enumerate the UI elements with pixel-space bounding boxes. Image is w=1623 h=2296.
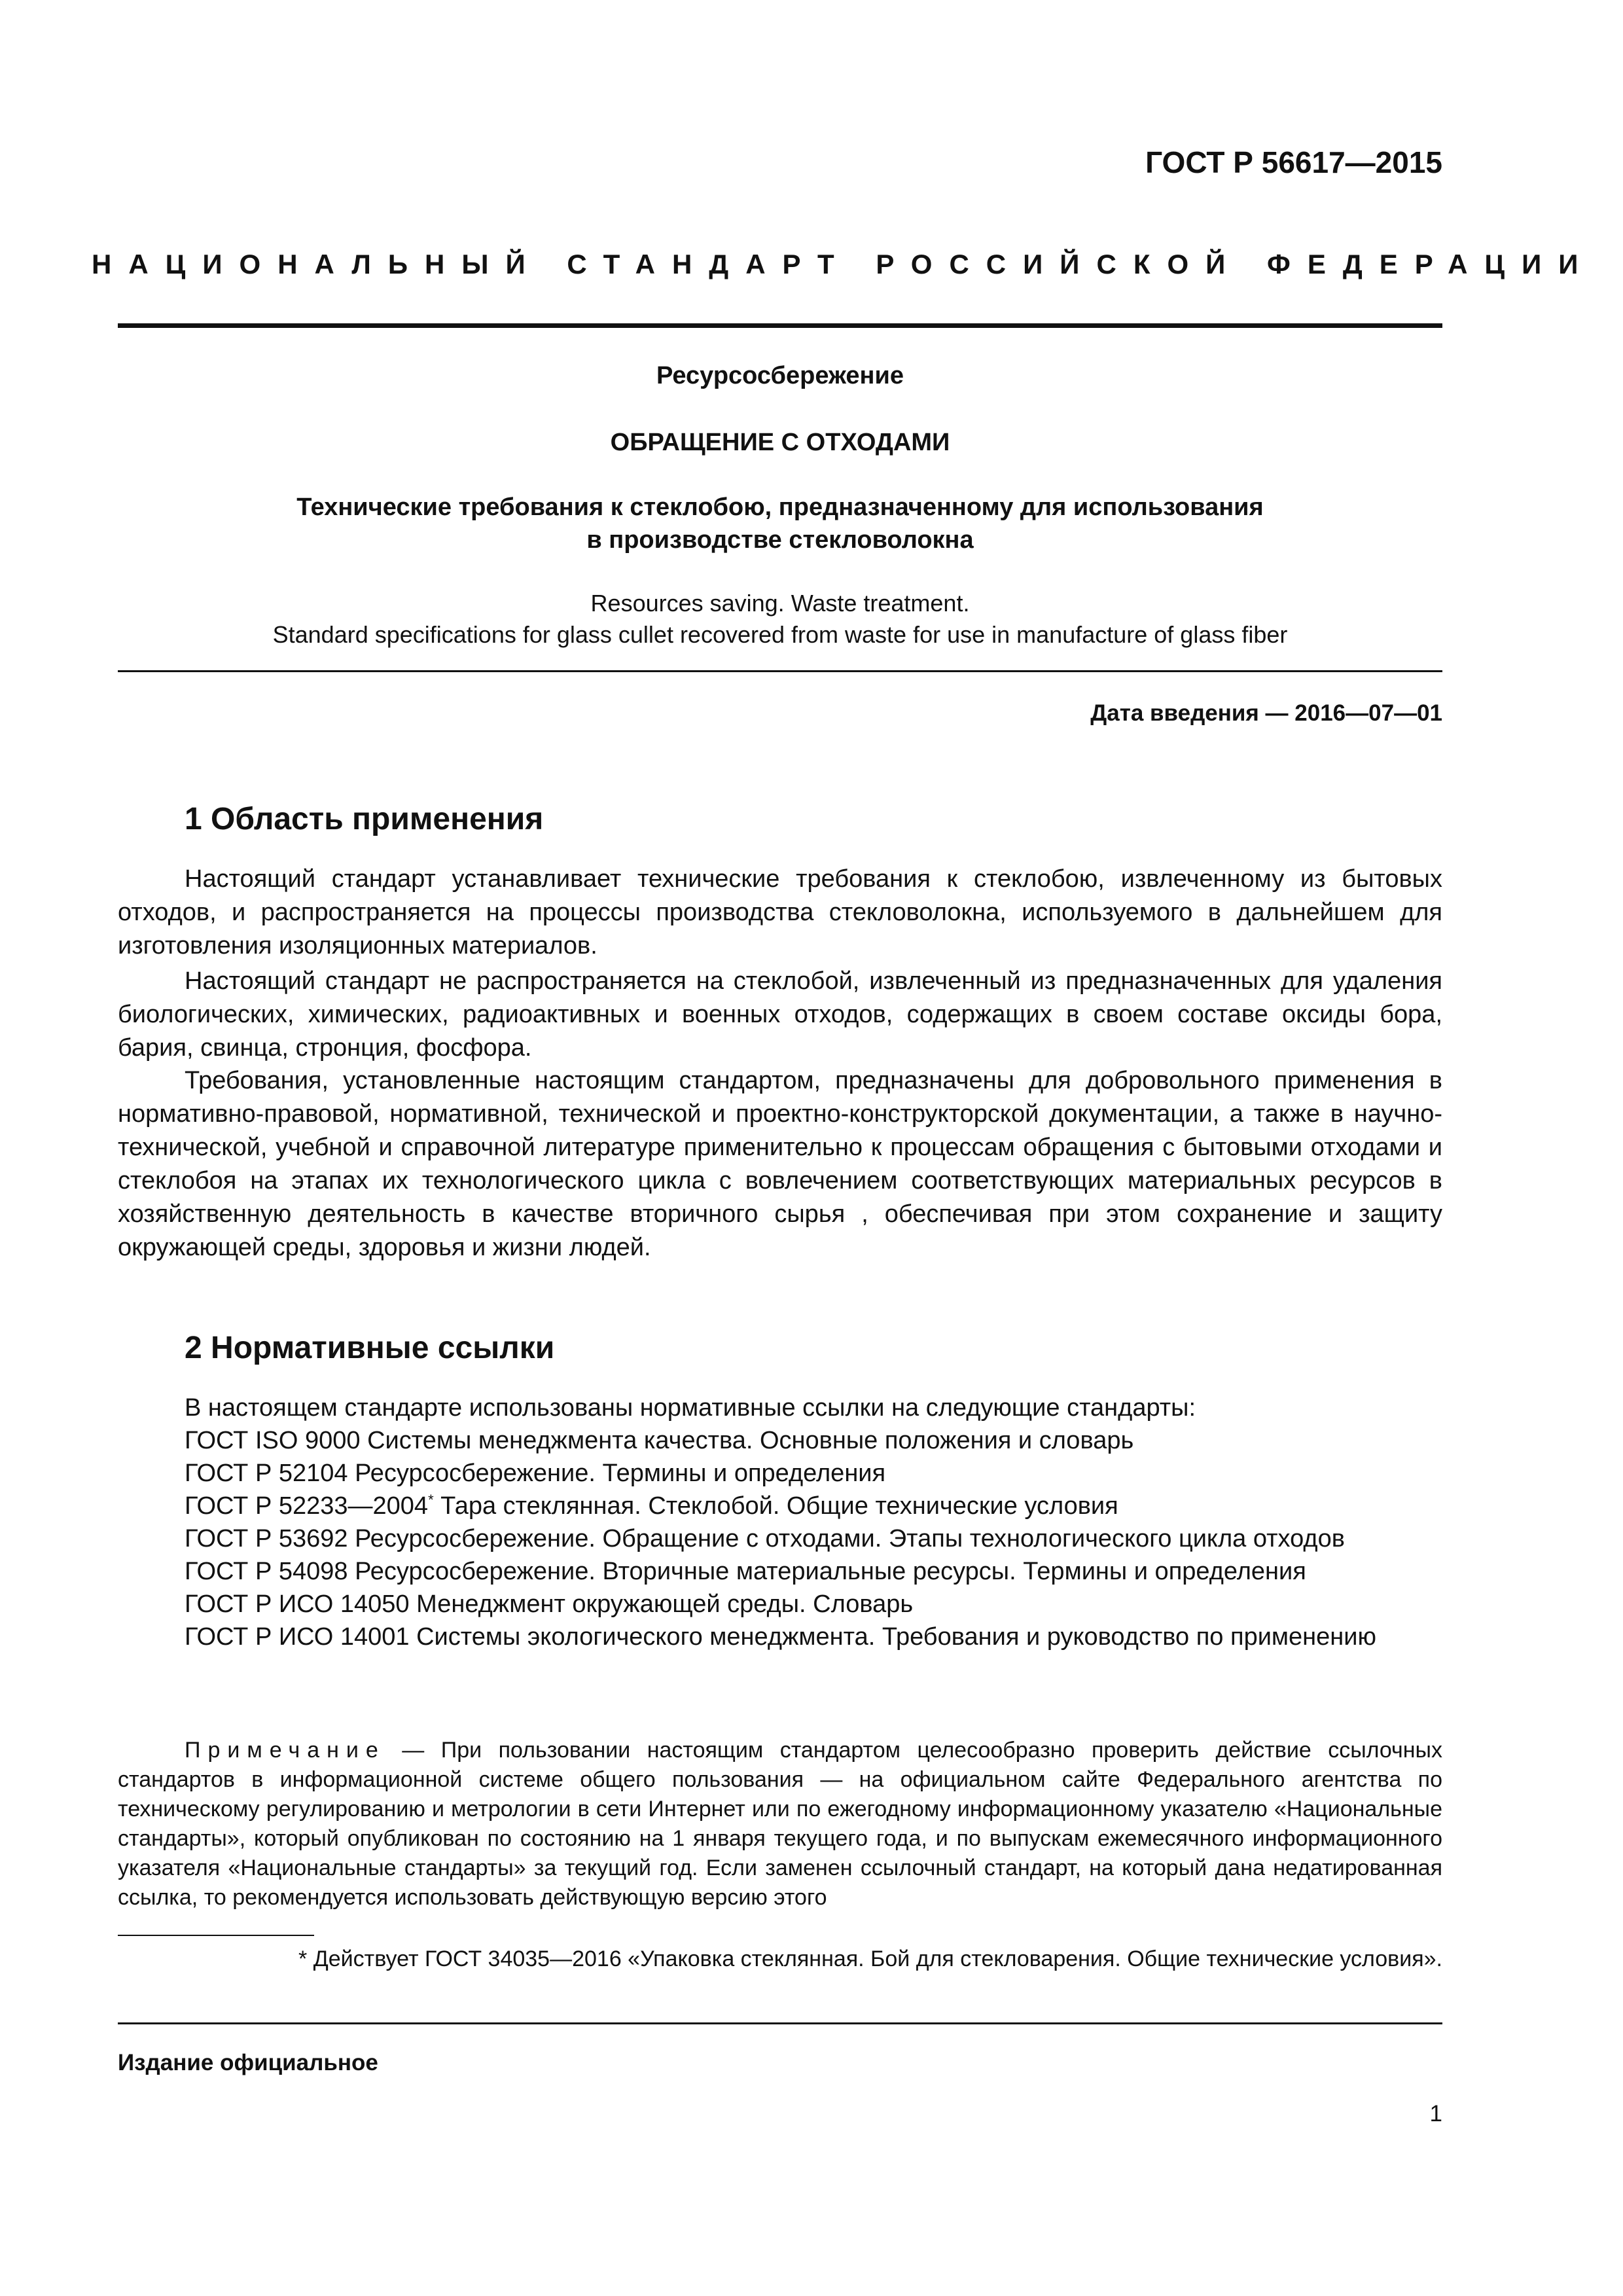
reference-code: ГОСТ Р 52233—2004	[185, 1492, 429, 1520]
section-1-paragraph: Настоящий стандарт не распространяется на стеклобой, извлеченный из предназначенных для удаления биологических, химических, радиоактивных и военных отходов, содержащих в своем составе оксиды бора, бария, свинца, стронция, фосфора.	[118, 967, 1442, 1062]
title-keyword: Ресурсосбережение	[656, 362, 904, 389]
footnote-mark: *	[428, 1492, 434, 1508]
title-english	[118, 588, 1442, 651]
document-code: ГОСТ Р 56617—2015	[1145, 145, 1442, 179]
subtitle-line-1: Технические требования к стеклобою, предназначенному для использования	[296, 493, 1264, 521]
footnote: * Действует ГОСТ 34035—2016 «Упаковка стеклянная. Бой для стекловарения. Общие технические условия».	[298, 1946, 1442, 1971]
references-intro: В настоящем стандарте использованы нормативные ссылки на следующие стандарты:	[185, 1394, 1196, 1422]
title-main: ОБРАЩЕНИЕ С ОТХОДАМИ	[610, 429, 950, 456]
reference-item: ГОСТ Р 54098 Ресурсосбережение. Вторичные материальные ресурсы. Термины и определения	[185, 1558, 1306, 1585]
introduction-date: Дата введения — 2016—07—01	[1090, 700, 1442, 726]
title-subtitle	[118, 491, 1442, 556]
reference-item: ГОСТ Р ИСО 14001 Системы экологического менеджмента. Требования и руководство по применению	[185, 1623, 1377, 1651]
subtitle-line-2: в производстве стекловолокна	[586, 526, 974, 554]
section-2-heading: 2 Нормативные ссылки	[185, 1331, 555, 1365]
section-1-heading: 1 Область применения	[185, 802, 544, 836]
english-title-line-1: Resources saving. Waste treatment.	[590, 590, 970, 617]
reference-item	[118, 1490, 1442, 1522]
page-number: 1	[1429, 2101, 1442, 2126]
english-title-line-2: Standard specifications for glass cullet recovered from waste for use in manufacture of glass fiber	[272, 621, 1288, 648]
note-paragraph	[118, 1736, 1442, 1910]
footnote-separator	[118, 1935, 314, 1936]
footer-rule	[118, 2022, 1442, 2024]
section-1-paragraph: Требования, установленные настоящим стандартом, предназначены для добровольного применения в нормативно-правовой, нормативной, технической и проектно-конструкторской документации, а также в научно-технической, учебной и справочной литературе применительно к процессам обращения с бытовыми отходами и стеклобоя на этапах их технологического цикла с вовлечением соответствующих материальных ресурсов в хозяйственную деятельность в качестве вторичного сырья , обеспечивая при этом сохранение и защиту окружающей среды, здоровья и жизни людей.	[118, 1067, 1442, 1261]
edition-label: Издание официальное	[118, 2050, 378, 2075]
reference-item: ГОСТ Р ИСО 14050 Менеджмент окружающей среды. Словарь	[185, 1590, 914, 1618]
header-rule	[118, 323, 1442, 328]
section-1-paragraph: Настоящий стандарт устанавливает технические требования к стеклобою, извлеченному из бытовых отходов, и распространяется на процессы производства стекловолокна, используемого в дальнейшем для изготовления изоляционных материалов.	[118, 865, 1442, 960]
national-standard-banner: НАЦИОНАЛЬНЫЙ СТАНДАРТ РОССИЙСКОЙ ФЕДЕРАЦИИ	[92, 249, 1596, 279]
title-rule	[118, 670, 1442, 672]
reference-item: ГОСТ Р 53692 Ресурсосбережение. Обращение с отходами. Этапы технологического цикла отходов	[185, 1525, 1345, 1552]
reference-item: ГОСТ ISO 9000 Системы менеджмента качества. Основные положения и словарь	[185, 1427, 1134, 1454]
note-label: Примечание	[185, 1738, 385, 1763]
note-text: — При пользовании настоящим стандартом целесообразно проверить действие ссылочных стандартов в информационной системе общего пользования — на официальном сайте Федерального агентства по техническому регулированию и метрологии в сети Интернет или по ежегодному информационному указателю «Национальные стандарты», который опубликован по состоянию на 1 января текущего года, и по выпускам ежемесячного информационного указателя «Национальные стандарты» за текущий год. Если заменен ссылочный стандарт, на который дана недатированная ссылка, то рекомендуется использовать действующую версию этого	[118, 1738, 1442, 1910]
reference-title: Тара стеклянная. Стеклобой. Общие технические условия	[433, 1492, 1118, 1520]
normative-references-list	[118, 1391, 1442, 1653]
reference-item: ГОСТ Р 52104 Ресурсосбережение. Термины и определения	[185, 1460, 886, 1487]
